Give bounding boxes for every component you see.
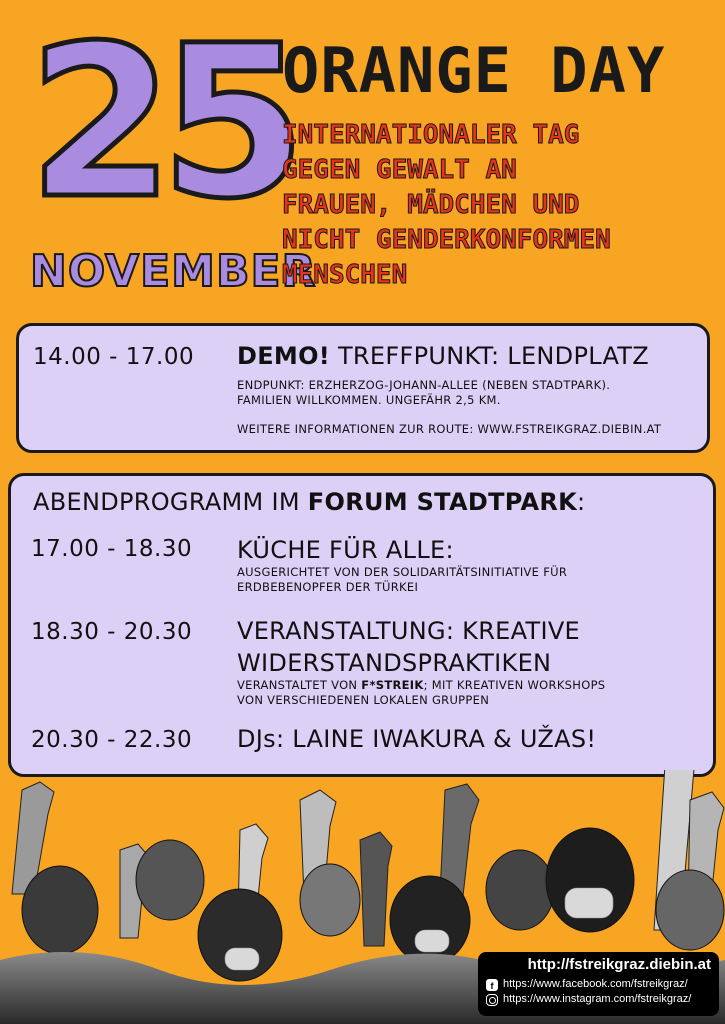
subtitle-line: INTERNATIONALER TAG [282,120,580,150]
demo-time: 14.00 - 17.00 [33,344,195,370]
item-detail-line: AUSGERICHTET VON DER SOLIDARITÄTSINITIATIVE FÜR [237,565,568,579]
footer-links [478,952,719,1016]
website-link[interactable]: http://fstreikgraz.diebin.at [527,956,711,973]
item-detail-line [237,678,605,693]
facebook-icon: f [486,979,498,991]
organizer-name: F*STREIK [361,678,424,692]
instagram-link[interactable]: https://www.instagram.com/fstreikgraz/ [503,993,692,1005]
demo-detail-line: ENDPUNKT: ERZHERZOG-JOHANN-ALLEE (NEBEN STADTPARK). [237,378,611,392]
subtitle-line: MENSCHEN [282,260,408,290]
instagram-icon [486,994,498,1006]
date-day: 25 [28,0,293,245]
demo-meeting-point: TREFFPUNKT: LENDPLATZ [330,342,650,370]
item-title: DJs: LAINE IWAKURA & UŽAS! [237,725,597,753]
evening-heading [33,488,585,516]
item-time: 17.00 - 18.30 [31,536,193,562]
item-title: VERANSTALTUNG: KREATIVE [237,617,581,645]
demo-detail-line: FAMILIEN WILLKOMMEN. UNGEFÄHR 2,5 KM. [237,393,501,407]
evening-venue: FORUM STADTPARK [307,488,577,516]
facebook-link[interactable]: https://www.facebook.com/fstreikgraz/ [503,978,688,990]
instagram-row[interactable] [486,992,711,1007]
subtitle-line: NICHT GENDERKONFORMEN [282,225,611,255]
demo-box [16,323,710,453]
detail-prefix: VERANSTALTET VON [237,678,362,692]
date-month: NOVEMBER [30,246,317,297]
item-details [237,565,567,595]
demo-route-info: WEITERE INFORMATIONEN ZUR ROUTE: WWW.FSTREIKGRAZ.DIEBIN.AT [237,422,662,436]
evening-heading-start: ABENDPROGRAMM IM [33,488,308,516]
detail-suffix: ; MIT KREATIVEN WORKSHOPS [423,678,606,692]
item-title: KÜCHE FÜR ALLE: [237,536,454,564]
item-time: 18.30 - 20.30 [31,619,193,645]
item-title-line2: WIDERSTANDSPRAKTIKEN [237,649,552,677]
item-details [237,678,605,708]
demo-headline [237,342,649,370]
subtitle-line: FRAUEN, MÄDCHEN UND [282,190,580,220]
evening-program-box [8,473,716,777]
evening-heading-end: : [577,488,586,516]
item-detail-line: VON VERSCHIEDENEN LOKALEN GRUPPEN [237,693,490,707]
item-detail-line: ERDBEBENOPFER DER TÜRKEI [237,580,419,594]
item-time: 20.30 - 22.30 [31,727,193,753]
demo-details [237,378,610,408]
facebook-row[interactable] [486,977,711,992]
event-title: ORANGE DAY [282,34,666,107]
event-subtitle [282,118,702,293]
demo-label: DEMO! [237,342,331,370]
subtitle-line: GEGEN GEWALT AN [282,155,517,185]
